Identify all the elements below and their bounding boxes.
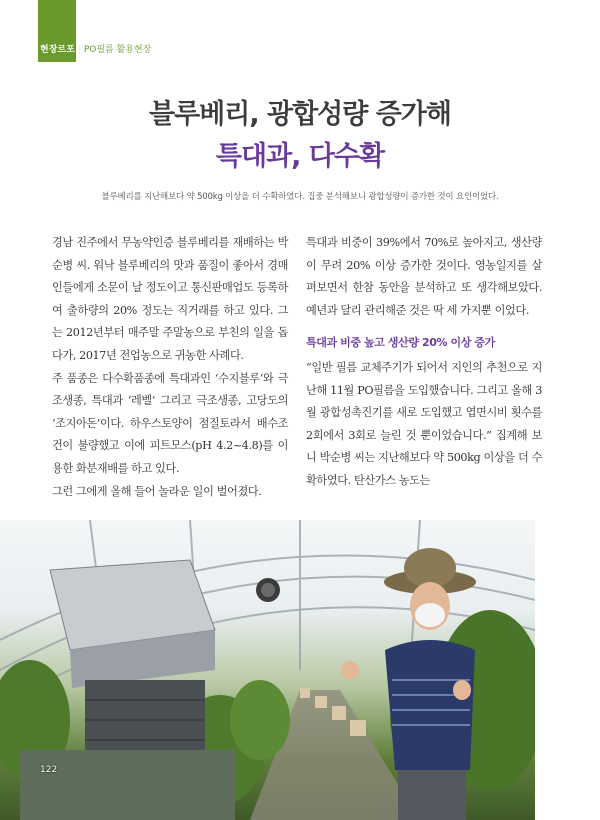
section-subcategory: PO필름 활용현장 [83, 45, 152, 55]
headline-line-1: 블루베리, 광합성량 증가해 [149, 99, 451, 130]
lead-summary: 블루베리를 지난해보다 약 500kg 이상을 더 수확하였다. 집중 분석해보니 광합성량이 증가한 것이 요인이었다. [101, 192, 499, 202]
body-paragraph: “일반 필름 교체주기가 되어서 지인의 추천으로 지난해 11월 PO필름을 도입했습니다. 그리고 올해 3월 광합성촉진기를 새로 도입했고 엽면시비 횟수를 2회에서 3회로 늘린 것 뿐이었습니다.” 집계해 보니 박순병 씨는 지난해보다 약 500kg 이상을 더 수확하였다. 탄산가스 농도는 [306, 360, 542, 487]
page-number: 122 [40, 765, 58, 775]
body-paragraph: 특대과 비중이 39%에서 70%로 높아지고, 생산량이 무려 20% 이상 증가한 것이다. 영농일지를 살펴보면서 한참 동안을 분석하고 또 생각해보았다. 예년과 달리 관리해준 것은 딱 세 가지뿐 이었다. [306, 236, 542, 317]
body-paragraph: 경남 진주에서 무농약인증 블루베리를 재배하는 박순병 씨. 워낙 블루베리의 맛과 품질이 좋아서 경매인들에게 소문이 날 정도이고 통신판매업도 등록하여 출하량의 20% 정도는 직거래를 하고 있다. 그는 2012년부터 매주말 주말농으로 부친의 일을 돕다가, 2017년 전업농으로 귀농한 사례다. [52, 236, 288, 362]
article-column-right [306, 232, 542, 493]
greenhouse-illustration [0, 520, 535, 820]
section-category: 현장르포 [40, 45, 75, 55]
greenhouse-photo [0, 520, 535, 820]
headline-line-2: 특대과, 다수확 [215, 141, 385, 172]
body-paragraph: 그런 그에게 올해 들어 놀라운 일이 벌어졌다. [52, 484, 262, 498]
body-paragraph: 주 품종은 다수확품종에 특대과인 ‘수지블루’와 극조생종, 특대과 ‘레벨’ 그리고 극조생종, 고당도의 ‘조지아돈’이다. 하우스토양이 점질토라서 배수조건이 불량했고 이에 피트모스(pH 4.2~4.8)를 이용한 화분재배를 하고 있다. [52, 371, 288, 475]
section-label [40, 42, 151, 55]
section-separator: | [77, 45, 81, 55]
article-column-left [52, 232, 288, 503]
section-subheading: 특대과 비중 높고 생산량 20% 이상 증가 [306, 336, 495, 350]
